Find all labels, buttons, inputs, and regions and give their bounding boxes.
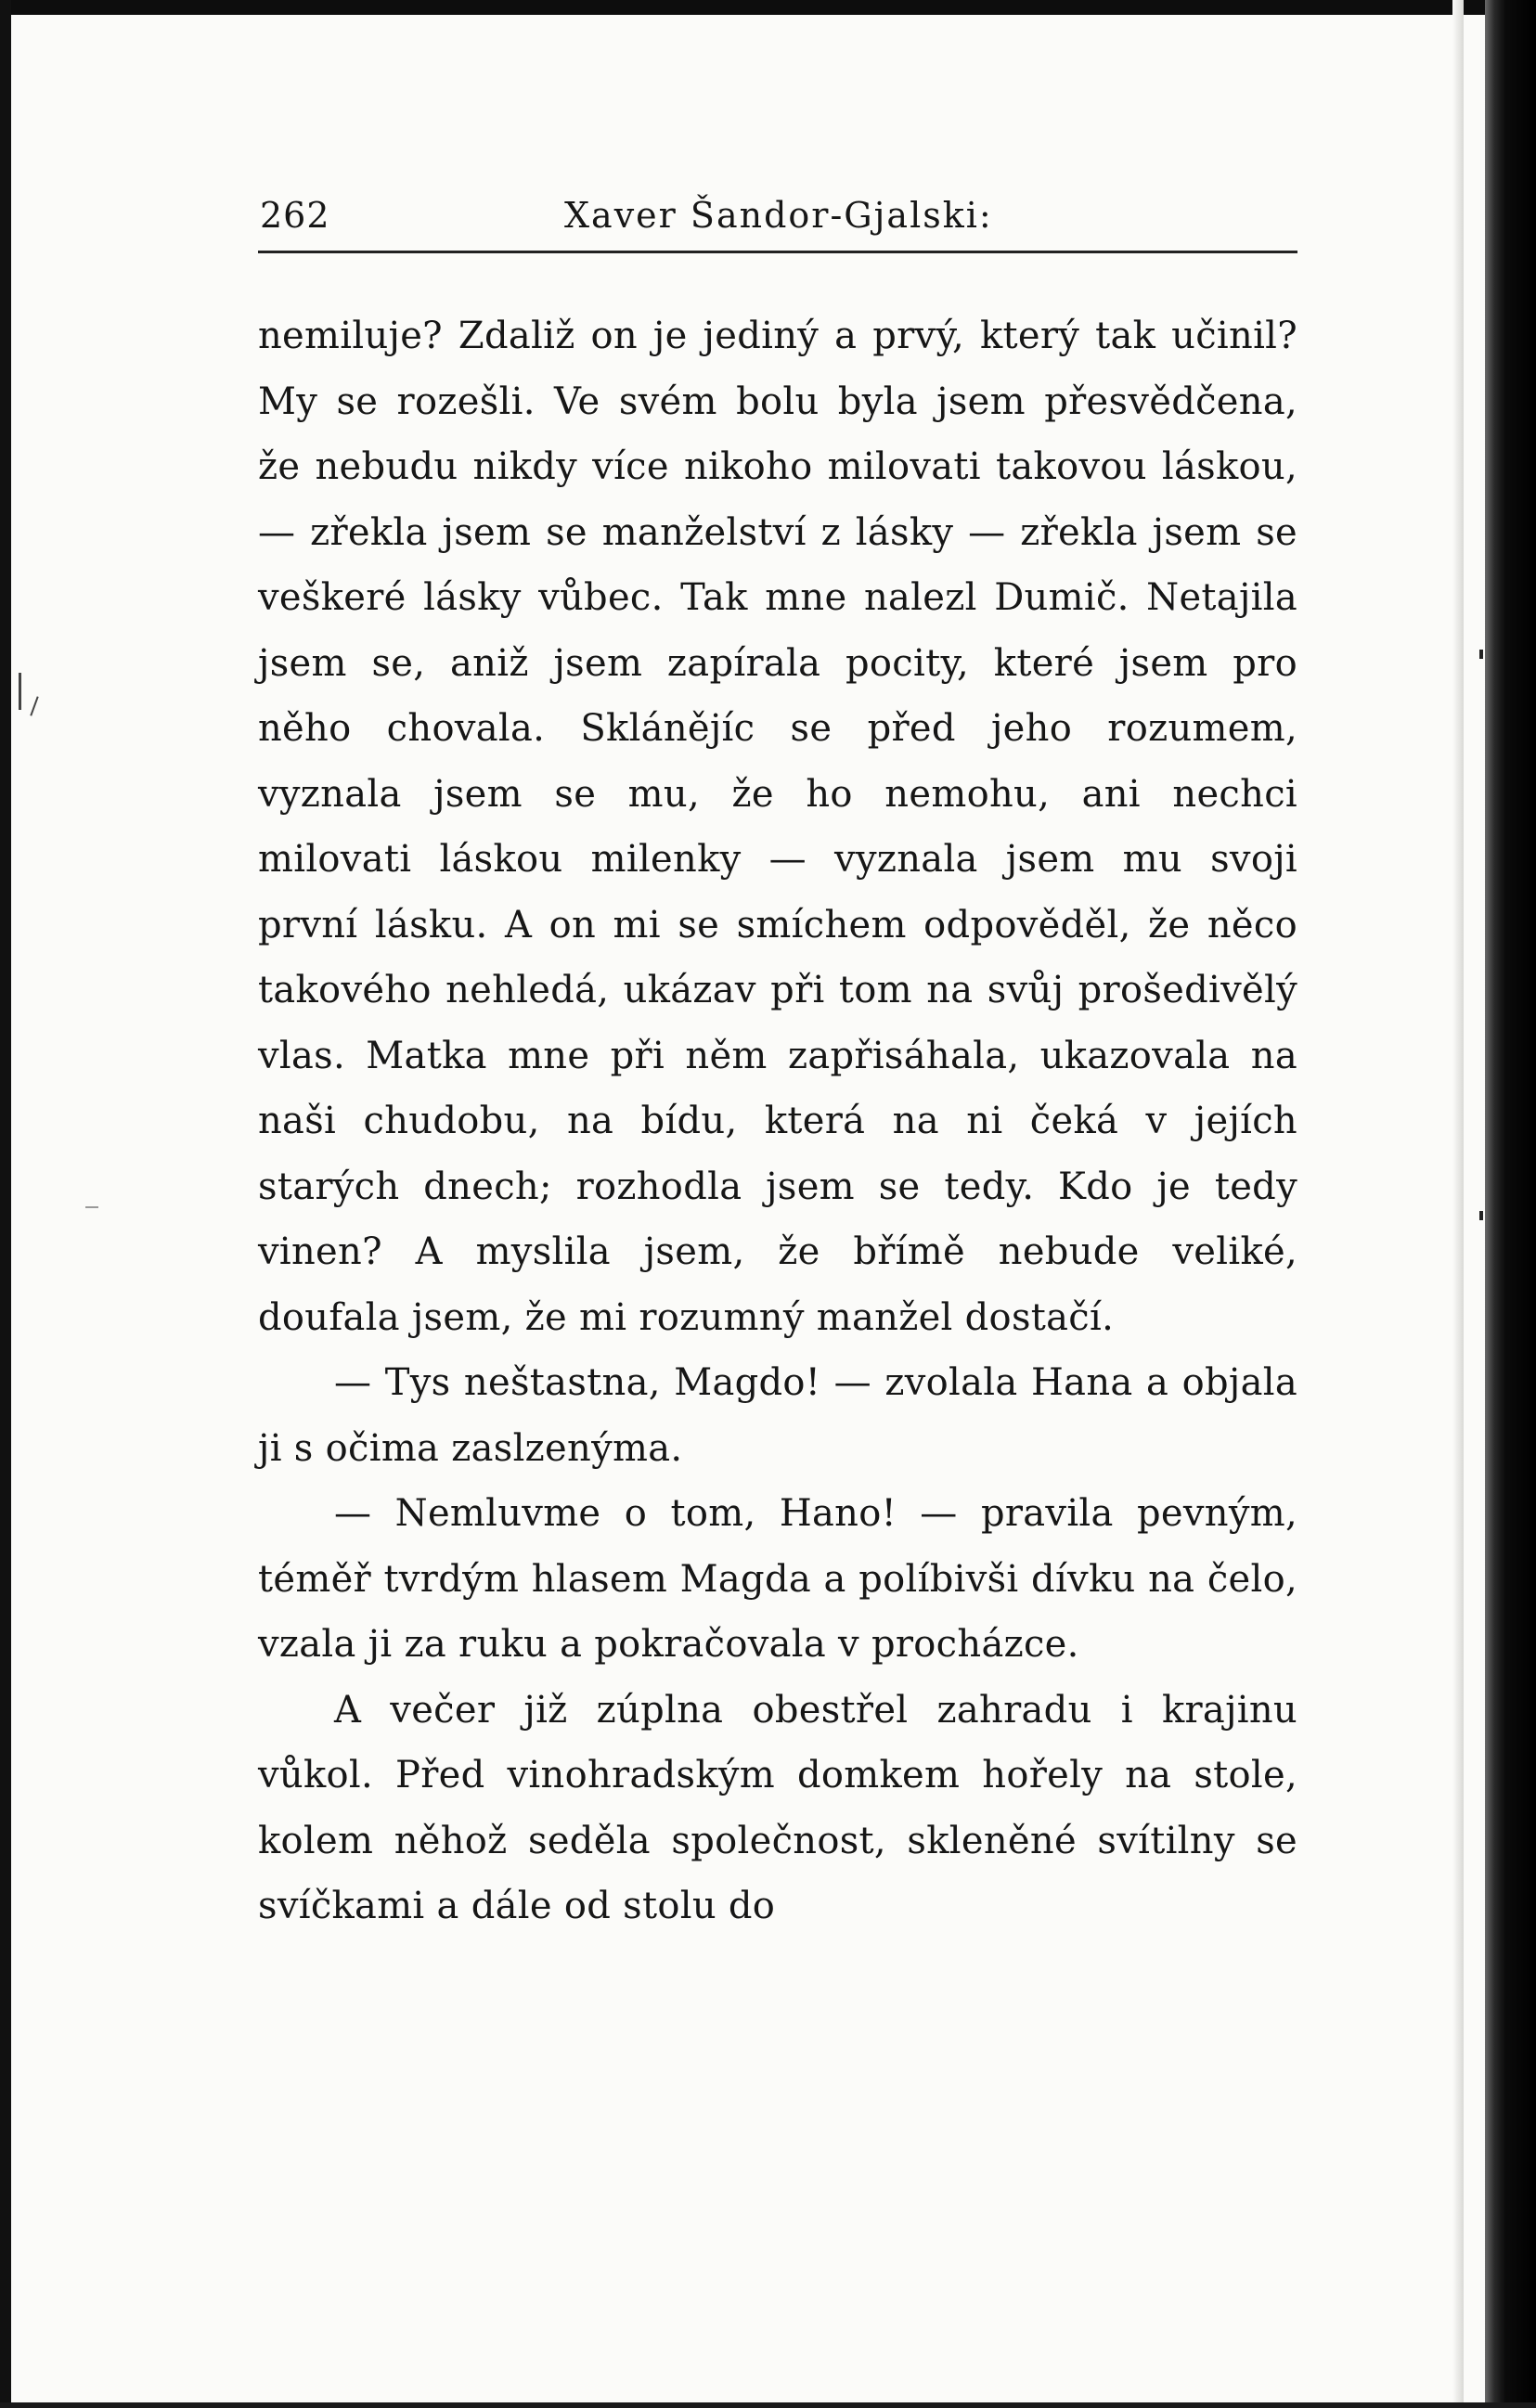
paragraph: — Tys neštastna, Magdo! — zvolala Hana a objala ji s očima zaslzenýma. (258, 1361, 1297, 1470)
book-page (258, 186, 1297, 1939)
margin-mark (1479, 650, 1483, 659)
running-title: Xaver Šandor-Gjalski: (564, 195, 993, 236)
scanner-edge-bottom (0, 2402, 1536, 2408)
running-header (258, 186, 1297, 253)
margin-mark (19, 673, 21, 710)
margin-mark (30, 696, 38, 715)
paragraph: — Nemluvme o tom, Hano! — pravila pevným, téměř tvrdým hlasem Magda a políbivši dívku na čelo, vzala ji za ruku a pokračovala v procházce. (258, 1492, 1297, 1666)
scanner-edge-top (0, 0, 1536, 15)
page-gutter-shadow (1452, 0, 1464, 2408)
margin-mark (1479, 1211, 1483, 1220)
page-number: 262 (260, 195, 330, 236)
scanner-edge-right (1485, 0, 1536, 2408)
paragraph: A večer již zúplna obestřel zahradu i krajinu vůkol. Před vinohradským domkem hořely na stole, kolem něhož seděla společnost, skleněné svítilny se svíčkami a dále od stolu do (258, 1688, 1297, 1927)
body-text (258, 303, 1297, 1939)
paragraph: nemiluje? Zdaliž on je jediný a prvý, který tak učinil? My se rozešli. Ve svém bolu byla jsem přesvědčena, že nebudu nikdy více nikoho milovati takovou láskou, — zřekla jsem se manželství z lásky — zřekla jsem se veškeré lásky vůbec. Tak mne nalezl Dumič. Netajila jsem se, aniž jsem zapírala pocity, které jsem pro něho chovala. Sklánějíc se před jeho rozumem, vyznala jsem se mu, že ho nemohu, ani nechci milovati láskou milenky — vyznala jsem mu svoji první lásku. A on mi se smíchem odpověděl, že něco takového nehledá, ukázav při tom na svůj prošedivělý vlas. Matka mne při něm zapřisáhala, ukazovala na naši chudobu, na bídu, která na ni čeká v jejích starých dnech; rozhodla jsem se tedy. Kdo je tedy vinen? A myslila jsem, že břímě nebude veliké, doufala jsem, že mi rozumný manžel dostačí. (258, 315, 1297, 1339)
margin-mark (85, 1206, 98, 1208)
scanner-edge-left (0, 0, 11, 2408)
